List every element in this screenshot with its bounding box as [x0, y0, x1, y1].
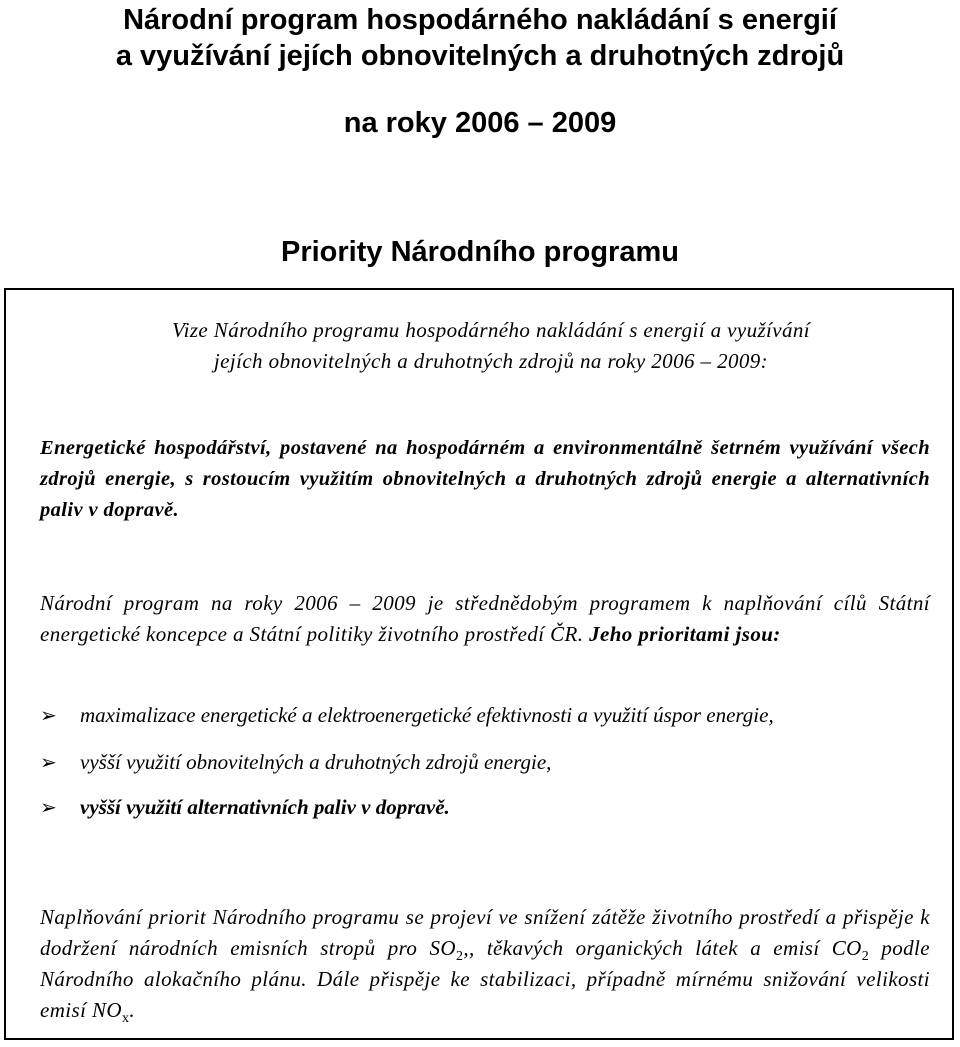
- outcome-text-3: podle Národního alokačního plánu. Dále přispěje ke stabilizaci, případně mírnému snižování velikosti emisí NO: [40, 936, 931, 1022]
- outcome-text-1: Naplňování priorit Národního programu se projeví ve snížení zátěže životního prostředí a přispěje k dodržení národních emisních stropů pro SO: [40, 905, 930, 960]
- arrow-bullet-icon: ➢: [40, 750, 57, 774]
- priorities-box: [4, 288, 954, 1040]
- outcome-text-2: ,, těkavých organických látek a emisí CO: [463, 936, 862, 960]
- arrow-bullet-icon: ➢: [40, 703, 57, 727]
- vision-line1: Vize Národního programu hospodárného nakládání s energií a využívání: [171, 318, 811, 342]
- document-title-line2: a využívání jejích obnovitelných a druhotných zdrojů: [115, 40, 845, 72]
- vision-heading: [26, 315, 956, 377]
- outcome-paragraph: [40, 902, 930, 1026]
- vision-definition: Energetické hospodářství, postavené na hospodárném a environmentálně šetrném využívání všech zdrojů energie, s rostoucím využitím obnovitelných a druhotných zdrojů energie a alternativních paliv v dopravě.: [40, 437, 930, 521]
- priority-text: maximalizace energetické a elektroenergetické efektivnosti a využití úspor energie,: [80, 703, 774, 727]
- list-item: [40, 747, 930, 778]
- list-item: [40, 792, 930, 823]
- priorities-list: [40, 700, 930, 823]
- document-years: na roky 2006 – 2009: [343, 107, 617, 139]
- priority-text: vyšší využití obnovitelných a druhotných zdrojů energie,: [80, 750, 552, 774]
- program-description: [40, 588, 930, 650]
- nox-subscript: x: [121, 1011, 130, 1027]
- priority-text: vyšší využití alternativních paliv v dopravě.: [80, 795, 450, 819]
- vision-line2: jejích obnovitelných a druhotných zdrojů na roky 2006 – 2009:: [213, 349, 769, 373]
- arrow-bullet-icon: ➢: [40, 795, 57, 819]
- program-text: Národní program na roky 2006 – 2009 je střednědobým programem k naplňování cílů Státní energetické koncepce a Státní politiky životního prostředí ČR.: [40, 591, 930, 646]
- so2-subscript: 2: [455, 949, 464, 965]
- outcome-end: .: [129, 998, 136, 1022]
- priorities-intro: Jeho prioritami jsou:: [589, 622, 781, 646]
- section-title: Priority Národního programu: [281, 236, 679, 268]
- document-title-line1: Národní program hospodárného nakládání s energií: [123, 4, 837, 36]
- co2-subscript: 2: [861, 949, 870, 965]
- list-item: [40, 700, 930, 731]
